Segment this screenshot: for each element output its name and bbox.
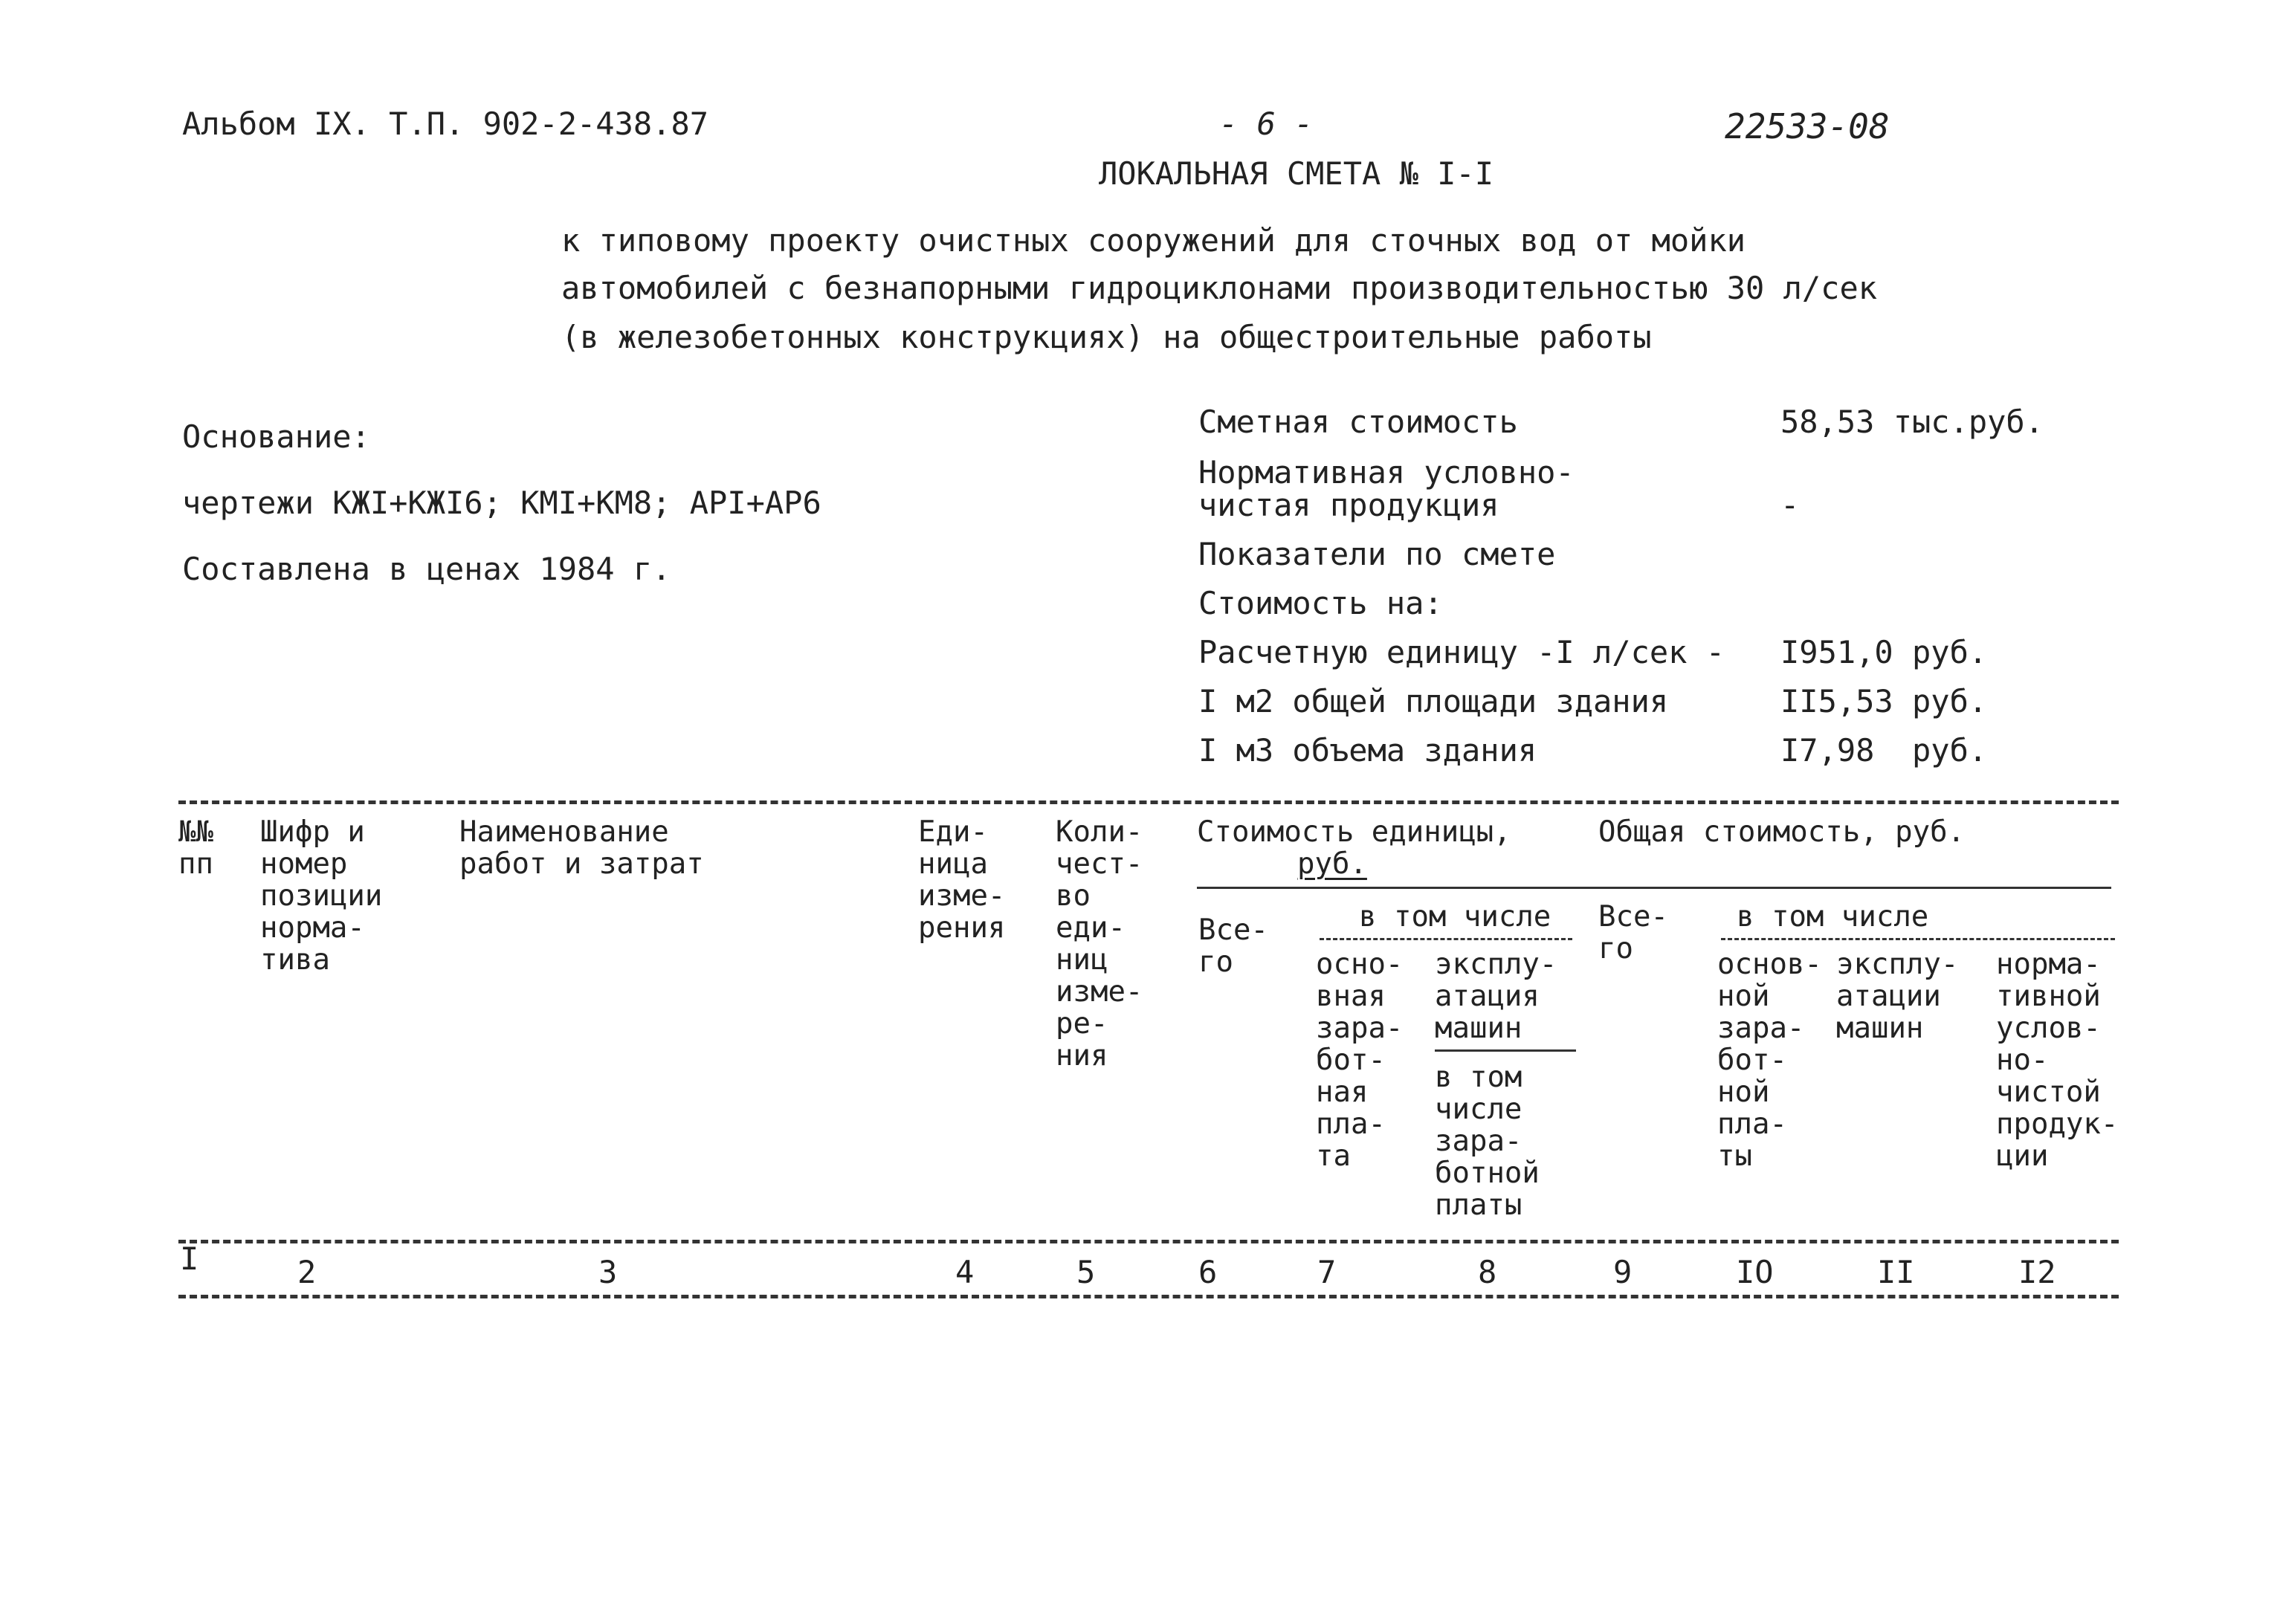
summary-volume-label: I м3 объема здания xyxy=(1198,732,1537,769)
summary-area-value: II5,53 руб. xyxy=(1780,683,1988,719)
summary-unit-label: Расчетную единицу -I л/сек - xyxy=(1198,634,1725,670)
total-cost-group-header: Общая стоимость, руб. xyxy=(1598,815,1966,849)
summary-norm-value: - xyxy=(1780,487,1800,523)
subgroup-rule-left xyxy=(1320,938,1572,940)
summary-cost-value: 58,53 тыс.руб. xyxy=(1780,404,2044,440)
col-header-total-wages: основ- ной зара- бот- ной пла- ты xyxy=(1717,948,1822,1173)
col-num-3: 3 xyxy=(598,1254,618,1290)
basis-label: Основание: xyxy=(182,418,370,455)
unit-cost-group-header: Стоимость единицы, xyxy=(1197,815,1511,849)
col-header-total: Все- го xyxy=(1598,900,1668,965)
col-header-unit-machines-wages: в том числе зара- ботной платы xyxy=(1435,1061,1540,1222)
col-num-10: IO xyxy=(1736,1254,1774,1290)
col-header-quantity: Коли- чест- во еди- ниц изме- ре- ния xyxy=(1056,815,1143,1073)
col-header-unit: Еди- ница изме- рения xyxy=(918,815,1006,945)
summary-cost-for: Стоимость на: xyxy=(1198,585,1443,621)
col-header-code: Шифр и номер позиции норма- тива xyxy=(260,815,383,977)
summary-volume-value: I7,98 руб. xyxy=(1780,732,1988,769)
subtitle-line-3: (в железобетонных конструкциях) на общестроительные работы xyxy=(561,319,1652,355)
col-num-2: 2 xyxy=(297,1254,317,1290)
subtitle-line-2: автомобилей с безнапорными гидроциклонами производительностью 30 л/сек xyxy=(561,270,1878,306)
col-num-5: 5 xyxy=(1076,1254,1096,1290)
col-header-total-net-product: норма- тивной услов- но- чистой продук- ции xyxy=(1996,948,2119,1173)
col-header-unit-wages: осно- вная зара- бот- ная пла- та xyxy=(1316,948,1404,1173)
group-header-rule xyxy=(1197,887,2111,889)
document-title: ЛОКАЛЬНАЯ СМЕТА № I-I xyxy=(1099,155,1494,192)
col-num-8: 8 xyxy=(1478,1254,1497,1290)
page-number: - 6 - xyxy=(1219,106,1314,142)
col-num-11: II xyxy=(1877,1254,1915,1290)
basis-drawings: чертежи КЖI+КЖI6; КМI+КМ8; АРI+АР6 xyxy=(182,485,821,521)
unit-cost-group-currency: руб. xyxy=(1297,847,1367,881)
col-num-6: 6 xyxy=(1198,1254,1218,1290)
basis-prices: Составлена в ценах 1984 г. xyxy=(182,551,671,587)
table-top-rule xyxy=(178,800,2119,804)
col-header-number: №№ пп xyxy=(178,815,213,881)
col-header-name: Наименование работ и затрат xyxy=(459,815,704,881)
col-num-9: 9 xyxy=(1613,1254,1633,1290)
summary-indicators: Показатели по смете xyxy=(1198,536,1556,572)
col-header-unit-total: Все- го xyxy=(1198,913,1268,979)
numbers-bottom-rule xyxy=(178,1295,2119,1298)
summary-area-label: I м2 общей площади здания xyxy=(1198,683,1669,719)
summary-cost-label: Сметная стоимость xyxy=(1198,404,1518,440)
col-num-12: I2 xyxy=(2018,1254,2056,1290)
col-num-1: I xyxy=(180,1240,199,1277)
summary-unit-value: I951,0 руб. xyxy=(1780,634,1988,670)
subtitle-line-1: к типовому проекту очистных сооружений для сточных вод от мойки xyxy=(561,222,1746,259)
subgroup-rule-right xyxy=(1721,938,2115,940)
numbers-top-rule xyxy=(178,1240,2119,1243)
col-num-4: 4 xyxy=(955,1254,975,1290)
col-num-7: 7 xyxy=(1317,1254,1337,1290)
subgroup-header-total: в том числе xyxy=(1732,901,1933,933)
machines-sub-rule xyxy=(1435,1049,1576,1052)
album-label: Альбом IX. Т.П. 902-2-438.87 xyxy=(182,106,709,142)
col-header-total-machines: эксплу- атации машин xyxy=(1836,948,1959,1045)
summary-norm-label-2: чистая продукция xyxy=(1198,487,1499,523)
document-code: 22533-08 xyxy=(1725,106,1890,146)
col-header-unit-machines: эксплу- атация машин xyxy=(1435,948,1557,1045)
subgroup-header-unit: в том числе xyxy=(1354,901,1555,933)
summary-norm-label-1: Нормативная условно- xyxy=(1198,454,1575,491)
